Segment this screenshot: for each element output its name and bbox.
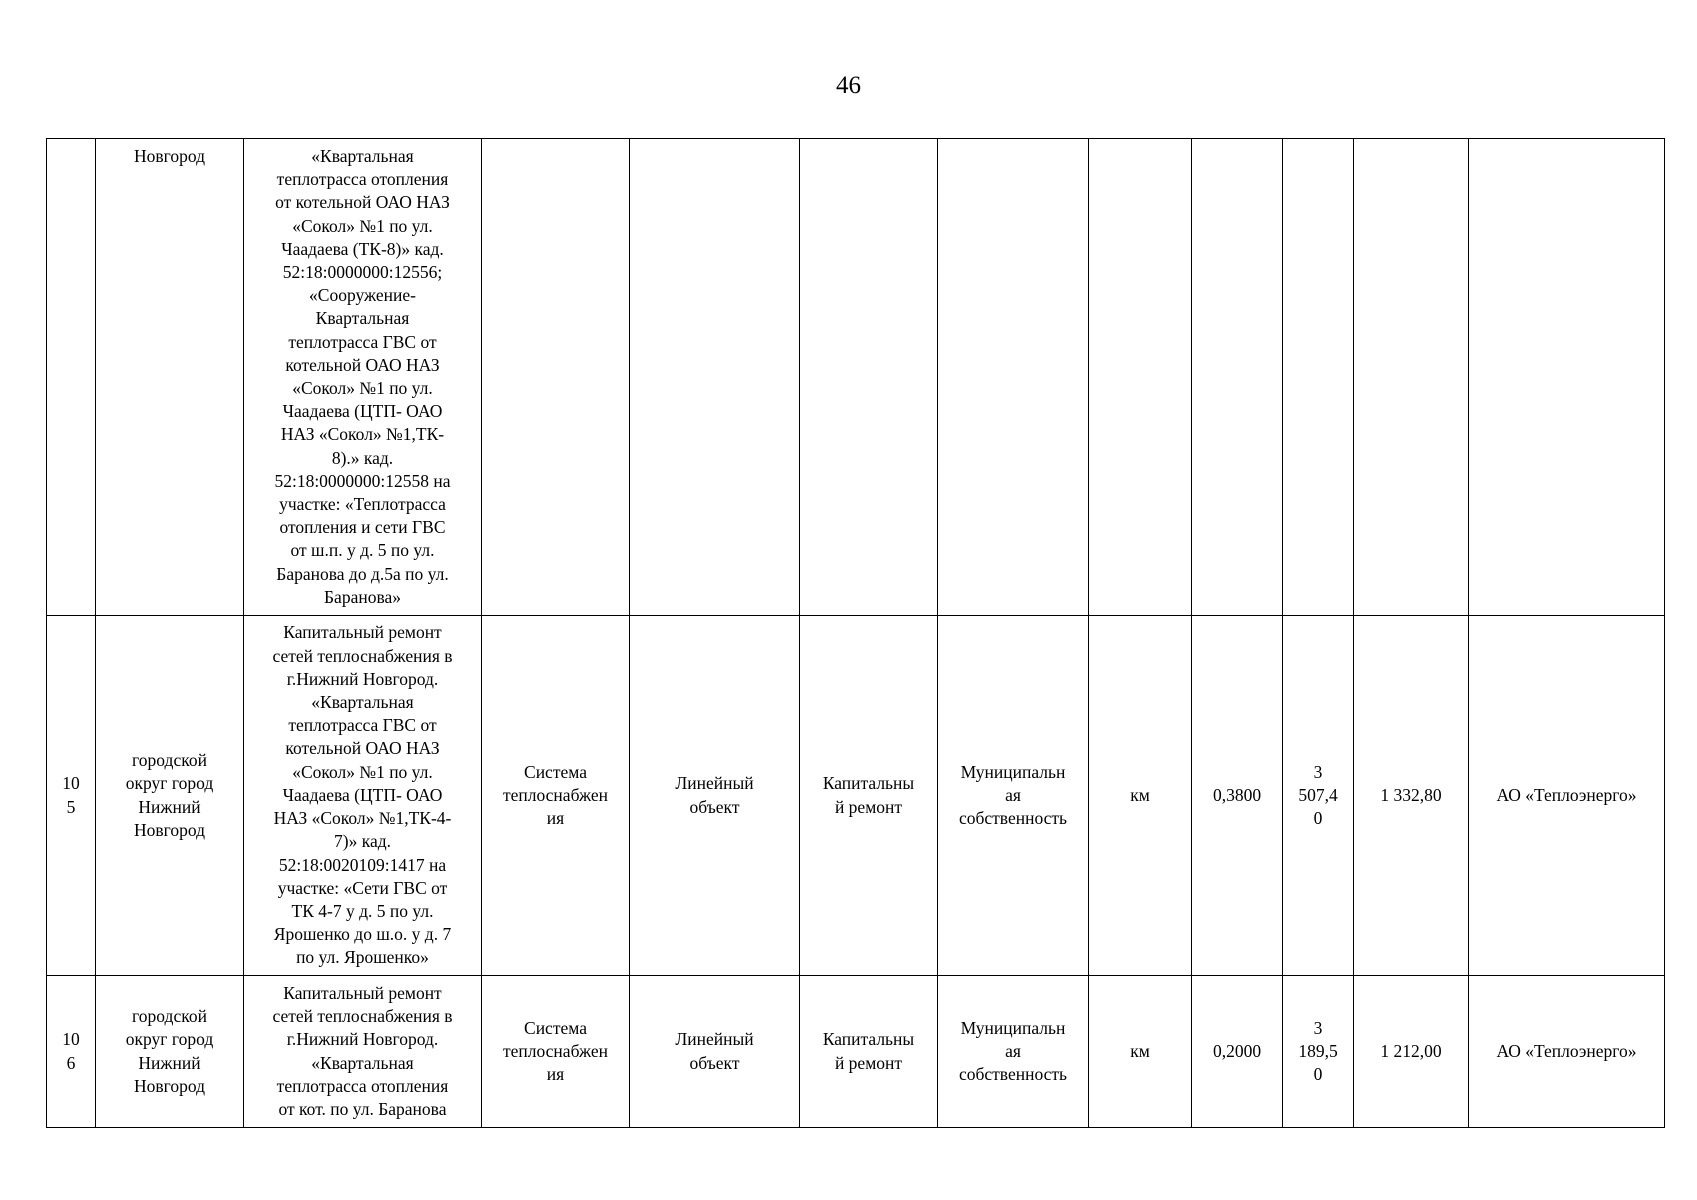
system-cell: Система теплоснабжен ия <box>482 616 630 976</box>
description-cell: Капитальный ремонт сетей теплоснабжения в г.Нижний Новгород. «Квартальная теплотрасса ГВС от котельной ОАО НАЗ «Сокол» №1 по ул. Чаадаева (ЦТП- ОАО НАЗ «Сокол» №1,ТК-4- 7)» кад. 52:18:0020109:1417 на участке: «Сети ГВС от ТК 4-7 у д. 5 по ул. Ярошенко до ш.о. у д. 7 по ул. Ярошенко» <box>244 616 482 976</box>
object-type-cell: Линейный объект <box>630 976 800 1128</box>
quantity-cell <box>1192 139 1283 616</box>
table-row-continuation <box>47 139 1665 616</box>
object-type-cell <box>630 139 800 616</box>
table-row <box>47 616 1665 976</box>
row-number-cell: 10 5 <box>47 616 96 976</box>
work-type-cell: Капитальны й ремонт <box>800 616 938 976</box>
cost-cell <box>1283 139 1354 616</box>
unit-cell <box>1089 139 1192 616</box>
quantity-cell: 0,3800 <box>1192 616 1283 976</box>
organization-cell: АО «Теплоэнерго» <box>1469 976 1665 1128</box>
ownership-cell: Муниципальн ая собственность <box>938 976 1089 1128</box>
unit-cell: км <box>1089 976 1192 1128</box>
quantity-cell: 0,2000 <box>1192 976 1283 1128</box>
amount-cell: 1 332,80 <box>1354 616 1469 976</box>
investment-program-table <box>46 138 1665 1128</box>
ownership-cell: Муниципальн ая собственность <box>938 616 1089 976</box>
description-cell: «Квартальная теплотрасса отопления от котельной ОАО НАЗ «Сокол» №1 по ул. Чаадаева (ТК-8)» кад. 52:18:0000000:12556; «Сооружение- Квартальная теплотрасса ГВС от котельной ОАО НАЗ «Сокол» №1 по ул. Чаадаева (ЦТП- ОАО НАЗ «Сокол» №1,ТК- 8).» кад. 52:18:0000000:12558 на участке: «Теплотрасса отопления и сети ГВС от ш.п. у д. 5 по ул. Баранова до д.5а по ул. Баранова» <box>244 139 482 616</box>
organization-cell: АО «Теплоэнерго» <box>1469 616 1665 976</box>
system-cell: Система теплоснабжен ия <box>482 976 630 1128</box>
work-type-cell <box>800 139 938 616</box>
territory-cell: городской округ город Нижний Новгород <box>96 616 244 976</box>
system-cell <box>482 139 630 616</box>
territory-cell: Новгород <box>96 139 244 616</box>
unit-cell: км <box>1089 616 1192 976</box>
page-number: 46 <box>836 72 861 99</box>
table-row <box>47 976 1665 1128</box>
row-number-cell: 10 6 <box>47 976 96 1128</box>
ownership-cell <box>938 139 1089 616</box>
amount-cell <box>1354 139 1469 616</box>
cost-cell: 3 189,5 0 <box>1283 976 1354 1128</box>
object-type-cell: Линейный объект <box>630 616 800 976</box>
description-cell: Капитальный ремонт сетей теплоснабжения в г.Нижний Новгород. «Квартальная теплотрасса отопления от кот. по ул. Баранова <box>244 976 482 1128</box>
territory-cell: городской округ город Нижний Новгород <box>96 976 244 1128</box>
work-type-cell: Капитальны й ремонт <box>800 976 938 1128</box>
row-number-cell <box>47 139 96 616</box>
organization-cell <box>1469 139 1665 616</box>
amount-cell: 1 212,00 <box>1354 976 1469 1128</box>
cost-cell: 3 507,4 0 <box>1283 616 1354 976</box>
